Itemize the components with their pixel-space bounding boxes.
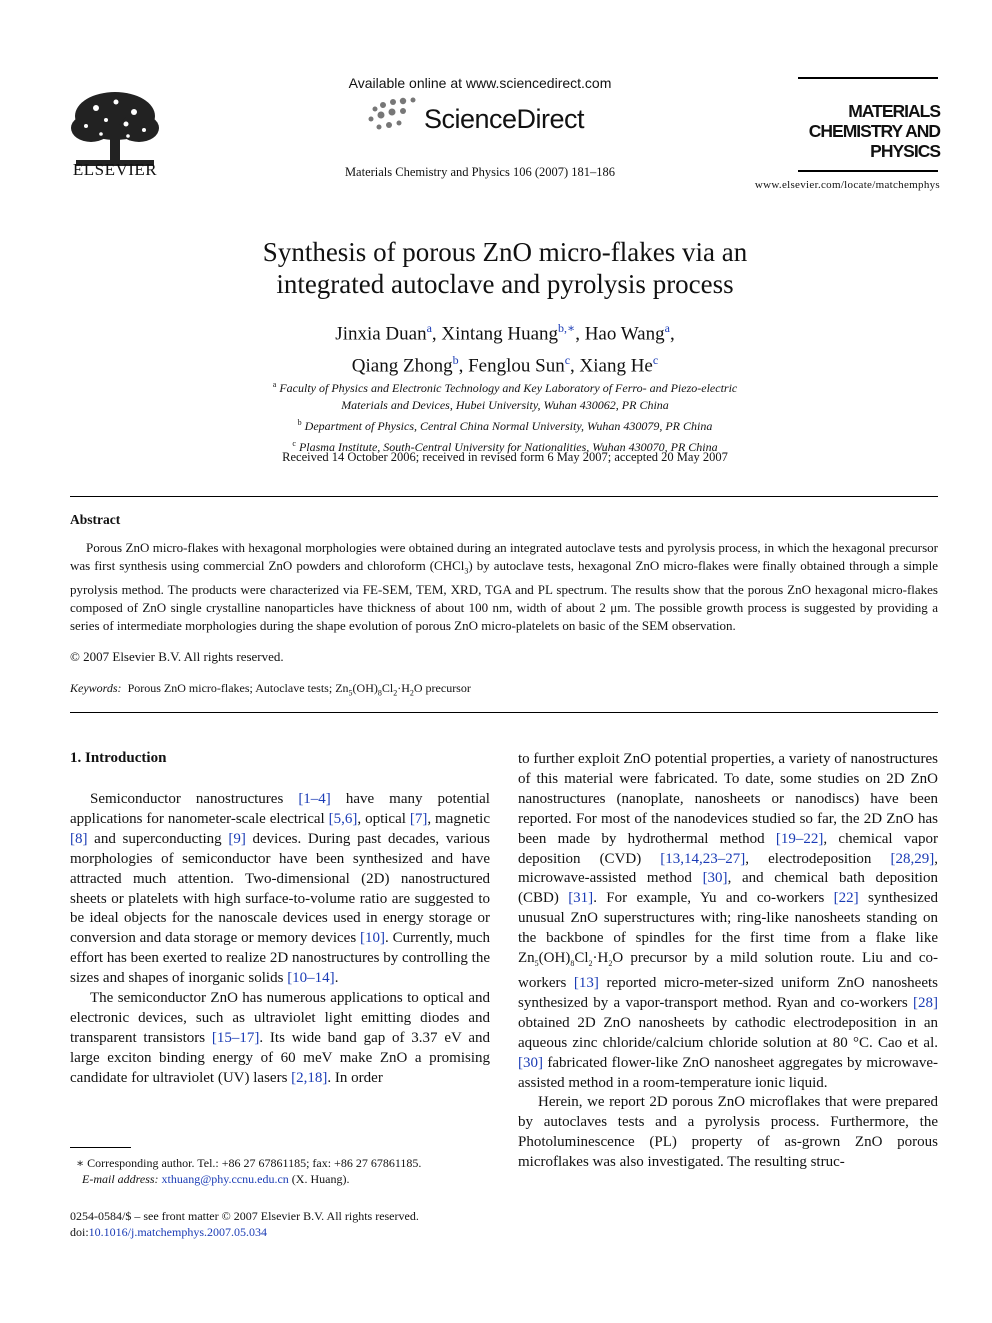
author-name[interactable]: Fenglou Sun <box>468 355 565 377</box>
affiliations: $^a$ Faculty of Physics and Electronic Technology and Key Laboratory of Ferro- and Piezo-electric Materials and Devices, Hubei University, Wuhan 430062, PR China $^b$ Department of Physics, Central China Normal University, Wuhan 430079, PR China $^c$ Plasma Institute, South-Central University for Nationalities, Wuhan 430070, PR China <box>150 376 860 456</box>
citation-link[interactable]: [13,14,23–27] <box>660 850 746 867</box>
author-separator: , <box>458 355 469 377</box>
sciencedirect-wordmark: ScienceDirect <box>424 104 585 134</box>
intro-paragraph-3: Herein, we report 2D porous ZnO microflakes that were prepared by autoclaves tests and a pyrolysis process. Furthermore, the Photoluminescence (PL) property of as-grown ZnO porous microflakes was also investigated. The resulting struc- <box>518 1094 938 1171</box>
body-text: reported micro-meter-sized uniform ZnO nanosheets synthesized by a vapor-transport method. Ryan and co-workers <box>518 974 938 1011</box>
author-list <box>150 315 860 380</box>
abstract-copyright: © 2007 Elsevier B.V. All rights reserved. <box>70 649 284 664</box>
intro-paragraph-2 <box>70 989 490 1089</box>
body-text: , chemical vapor deposition (CVD) <box>518 830 938 867</box>
journal-logo-top-rule <box>798 77 938 79</box>
intro-paragraph-2-cont: to further exploit ZnO potential properties, a variety of nanostructures of this material were fabricated. To date, some studies on 2D ZnO nanostructures (nanoplate, nanosheets or nanodiscs) have been reported. For most of the nanodevices studied so far, the 2D ZnO has been made by hydrothermal method [19–22], chemical vapor deposition (CVD) [13,14,23–27], electrodeposition [28,29], microwave-assisted method [30], and chemical bath deposition (CBD) [31]. For example, Yu and co-workers [22] synthesized unusual ZnO superstructures with; ring-like nanosheets standing on the backbone of spindles for the first time from a flake like $Zn_5(OH)_8Cl_2\cdot H_2O$ precursor by a mild solution route. Liu and co-workers [13] reported micro-meter-sized uniform ZnO nanosheets synthesized by a vapor-transport method. Ryan and co-workers [28] obtained 2D ZnO nanosheets by cathodic electrodeposition in an aqueous zinc chloride/calcium chloride solution at 80 °C. Cao et al. [30] fabricated flower-like ZnO nanosheet aggregates by microwave-assisted method in a room-temperature ionic liquid. <box>518 751 939 1091</box>
journal-logo-line3: PHYSICS <box>870 141 940 161</box>
citation-link[interactable]: [15–17] <box>211 1029 260 1046</box>
affiliation-a-line2: Materials and Devices, Hubei University, Wuhan 430062, PR China <box>341 398 669 412</box>
publisher-wordmark: ELSEVIER <box>72 160 158 179</box>
body-text: . In order <box>327 1069 383 1086</box>
author-name[interactable]: Xintang Huang <box>441 323 559 345</box>
body-text: . For example, Yu and co-workers <box>593 890 834 907</box>
body-text: The semiconductor ZnO has numerous applications to optical and electronic devices, such as ultraviolet light emitting diodes and transparent transistors <box>70 990 490 1046</box>
author-name[interactable]: Jinxia Duan <box>335 323 427 345</box>
citation-link[interactable]: [28,29] <box>890 850 935 867</box>
citation-link[interactable]: [9] <box>228 830 246 847</box>
affiliation-mark[interactable]: b <box>452 353 459 368</box>
citation-link[interactable]: [28] <box>913 994 938 1011</box>
abstract-text-2: ) by autoclave tests, hexagonal ZnO micro-flakes were finally obtained through a simple pyrolysis method. The products were characterized via FE-SEM, TEM, XRD, TGA and PL spectrum. The results show that the porous ZnO hexagonal micro-flakes composed of ZnO single crystalline nanoparticles have thickness of about 100 nm, width of about 2 μm. The possible growth process is suggested by providing a series of intermediate morphologies during the shape evolution of porous ZnO micro-platelets on basic of the SEM observation. <box>70 558 938 634</box>
footnote-rule <box>70 1147 131 1148</box>
citation-link[interactable]: [22] <box>833 890 859 907</box>
title-line-1: Synthesis of porous ZnO micro-flakes via an <box>262 237 748 267</box>
body-text: obtained 2D ZnO nanosheets by cathodic electrodeposition in an aqueous zinc chloride/calcium chloride solution at 80 °C. Cao et al. <box>518 1014 938 1051</box>
author-separator: , <box>431 323 442 345</box>
issn-line: 0254-0584/$ – see front matter © 2007 Elsevier B.V. All rights reserved. <box>70 1209 419 1223</box>
journal-logo-line2: CHEMISTRY AND <box>808 121 940 141</box>
citation-link[interactable]: [10] <box>360 930 386 947</box>
affiliation-a-line1: Faculty of Physics and Electronic Technology and Key Laboratory of Ferro- and Piezo-electric <box>279 381 738 395</box>
author-name[interactable]: Qiang Zhong <box>351 355 453 377</box>
email-label: E-mail address: <box>82 1172 159 1186</box>
citation-link[interactable]: [2,18] <box>291 1069 328 1086</box>
received-dates: Received 14 October 2006; received in revised form 6 May 2007; accepted 20 May 2007 <box>282 450 728 464</box>
left-column <box>70 790 490 1089</box>
affiliation-b: Department of Physics, Central China Normal University, Wuhan 430079, PR China <box>304 419 713 433</box>
author-name[interactable]: Hao Wang <box>584 323 665 345</box>
available-online-text[interactable]: Available online at www.sciencedirect.com <box>348 75 612 91</box>
author-separator: , <box>669 323 675 345</box>
issn-doi-block <box>70 1208 500 1240</box>
journal-logo <box>794 101 940 161</box>
affiliation-mark[interactable]: c <box>564 353 571 368</box>
author-separator: , <box>570 355 580 377</box>
keywords-list: Porous ZnO micro-flakes; Autoclave tests; $Zn_5(OH)_8Cl_2\cdot H_2O$ precursor <box>127 681 471 698</box>
divider <box>70 712 938 713</box>
journal-citation: Materials Chemistry and Physics 106 (2007) 181–186 <box>344 165 616 179</box>
abstract-heading: Abstract <box>70 512 121 527</box>
citation-link[interactable]: [30] <box>702 870 728 887</box>
article-title <box>150 236 860 300</box>
abstract-body: Porous ZnO micro-flakes with hexagonal morphologies were obtained during an integrated autoclave tests and pyrolysis process, in which the hexagonal precursor was first synthesis using commercial ZnO powders and chloroform (CHCl$_3$) by autoclave tests, hexagonal ZnO micro-flakes were finally obtained through a simple pyrolysis method. The products were characterized via FE-SEM, TEM, XRD, TGA and PL spectrum. The results show that the porous ZnO hexagonal micro-flakes composed of ZnO single crystalline nanoparticles have thickness of about 100 nm, width of about 2 μm. The possible growth process is suggested by providing a series of intermediate morphologies during the shape evolution of porous ZnO micro-platelets on basic of the SEM observation. <box>70 540 938 634</box>
body-text: O precursor by a mild solution route. Liu and co-workers <box>518 950 938 991</box>
journal-url-link[interactable]: www.elsevier.com/locate/matchemphys <box>754 179 940 191</box>
body-text: and superconducting <box>87 830 229 847</box>
affiliation-mark[interactable]: b,∗ <box>558 321 576 335</box>
citation-link[interactable]: [8] <box>70 830 88 847</box>
affiliation-mark[interactable]: a <box>426 321 432 335</box>
body-text: . Currently, much effort has been exerted to realize 2D nanostructures by controlling the sizes and shapes of inorganic solids <box>70 930 491 987</box>
corresponding-author-text: Corresponding author. Tel.: +86 27 67861185; fax: +86 27 67861185. <box>84 1156 422 1170</box>
body-text: , optical <box>357 810 410 827</box>
intro-paragraph-1 <box>70 790 490 989</box>
citation-link[interactable]: [30] <box>518 1054 543 1071</box>
citation-link[interactable]: [5,6] <box>328 810 358 827</box>
body-text: . <box>334 970 339 987</box>
affiliation-mark[interactable]: c <box>652 353 659 368</box>
email-link[interactable]: xthuang@phy.ccnu.edu.cn <box>161 1172 289 1186</box>
doi-link[interactable]: 10.1016/j.matchemphys.2007.05.034 <box>88 1225 267 1239</box>
citation-link[interactable]: [1–4] <box>298 791 331 807</box>
affiliation-mark[interactable]: a <box>664 321 670 335</box>
doi-label: doi: <box>70 1225 89 1239</box>
body-text: , microwave-assisted method <box>518 850 938 887</box>
journal-logo-bottom-rule <box>798 170 938 172</box>
corresponding-author-footnote: ∗ Corresponding author. Tel.: +86 27 67861185; fax: +86 27 67861185. E-mail address: xthuang@phy.ccnu.edu.cn (X. Huang). <box>76 1156 422 1186</box>
body-text: have many potential applications for nanometer-scale electrical <box>70 791 490 827</box>
body-text: synthesized unusual ZnO superstructures with; ring-like nanosheets standing on the backbone of spindles for the first time from a flake like Zn <box>518 890 939 967</box>
divider <box>70 496 938 497</box>
body-text: , electrodeposition <box>745 850 891 867</box>
title-line-2: integrated autoclave and pyrolysis process <box>276 269 734 299</box>
body-text: , and chemical bath deposition (CBD) <box>518 870 938 907</box>
section-heading-introduction: 1. Introduction <box>70 750 167 766</box>
body-text: , magnetic <box>427 810 490 827</box>
citation-link[interactable]: [10–14] <box>287 970 335 987</box>
journal-logo-line1: MATERIALS <box>848 101 940 121</box>
citation-link[interactable]: [31] <box>568 890 594 907</box>
body-text: . Its wide band gap of 3.37 eV and large exciton binding energy of 60 meV make ZnO a promising candidate for ultraviolet (UV) lasers <box>70 1029 490 1086</box>
keywords-line <box>70 681 471 697</box>
keywords-label: Keywords: <box>70 681 122 695</box>
body-text: fabricated flower-like ZnO nanosheet aggregates by microwave-assisted method in a room-temperature ionic liquid. <box>518 1054 938 1091</box>
right-column <box>518 750 938 1173</box>
citation-link[interactable]: [13] <box>573 974 599 991</box>
author-name[interactable]: Xiang He <box>579 355 653 377</box>
body-text: devices. During past decades, various morphologies of semiconductor have been synthesized and have attracted much attention. Two-dimensional (2D) nanostructured sheets or platelets with high surface-to-volume ratio are suggested to be ideal objects for the nanoscale devices used in energy storage or conversion and data storage or memory devices <box>70 830 490 947</box>
citation-link[interactable]: [19–22] <box>775 830 824 847</box>
body-text: to further exploit ZnO potential properties, a variety of nanostructures of this material were fabricated. To date, some studies on 2D ZnO nanostructures (nanoplate, nanosheets or nanodiscs) have been reported. For most of the nanodevices studied so far, the 2D ZnO has been made by hydrothermal method <box>518 751 938 847</box>
abstract-text-1: Porous ZnO micro-flakes with hexagonal morphologies were obtained during an integrated autoclave tests and pyrolysis process, in which the hexagonal precursor was first synthesis using commercial ZnO powders and chloroform (CHCl <box>70 540 938 574</box>
body-text: Semiconductor nanostructures <box>90 791 299 807</box>
affiliation-c: Plasma Institute, South-Central University for Nationalities, Wuhan 430070, PR China <box>298 440 718 454</box>
citation-link[interactable]: [7] <box>409 810 428 827</box>
author-separator: , <box>575 323 585 345</box>
